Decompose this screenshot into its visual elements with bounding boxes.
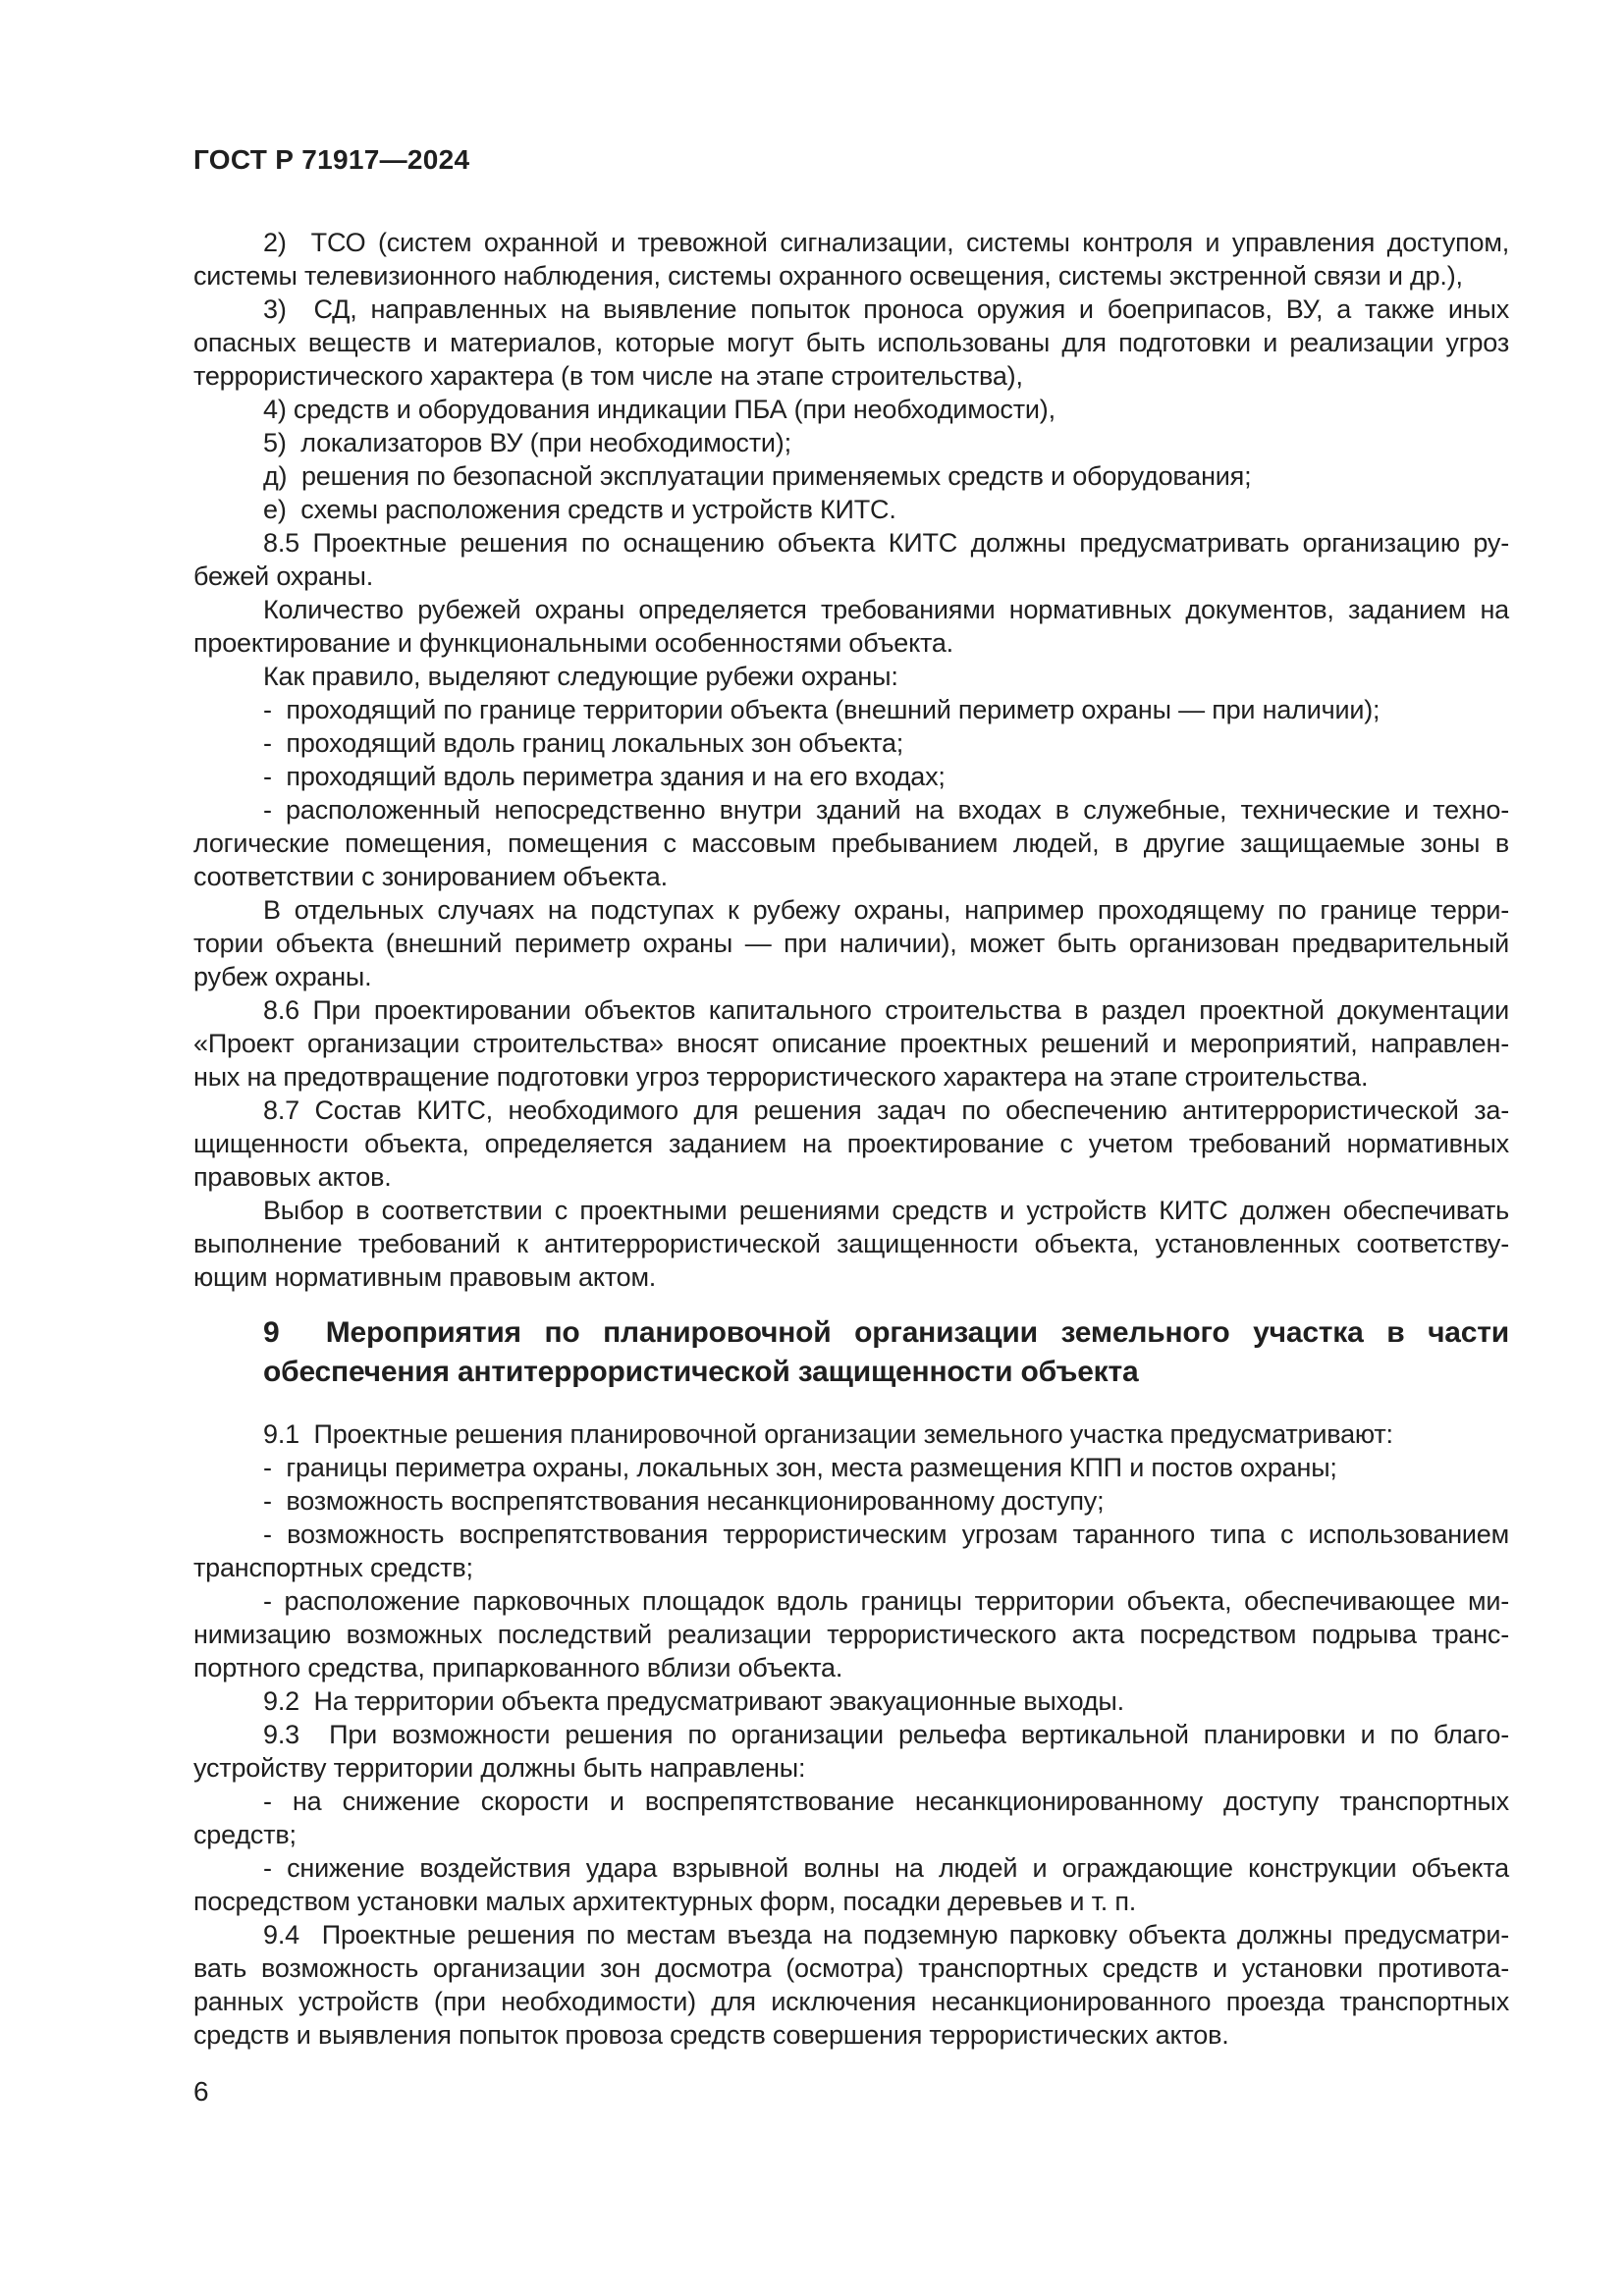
- text-line: Выбор в соответствии с проектными решениями средств и устройств КИТС должен обеспечивать: [263, 1196, 1509, 1225]
- page-number: 6: [193, 2076, 209, 2107]
- document-text: [193, 226, 1509, 2052]
- text-line: правовых актов.: [193, 1162, 392, 1192]
- paragraph: [193, 393, 1509, 426]
- text-line: террористического характера (в том числе на этапе строительства),: [193, 361, 1023, 391]
- text-line: проектирование и функциональными особенностями объекта.: [193, 628, 953, 658]
- paragraph: [193, 1684, 1509, 1718]
- paragraph: [193, 693, 1509, 726]
- text-line: - расположение парковочных площадок вдоль границы территории объекта, обеспечивающее ми-: [263, 1586, 1509, 1616]
- paragraph: [193, 1718, 1509, 1785]
- paragraph: [193, 1851, 1509, 1918]
- paragraph: [193, 459, 1509, 493]
- heading-line: 9 Мероприятия по планировочной организации земельного участка в части: [263, 1316, 1509, 1349]
- text-line: тории объекта (внешний периметр охраны — при наличии), может быть организован предварительный: [193, 929, 1509, 958]
- text-line: бежей охраны.: [193, 561, 373, 591]
- paragraph: [193, 793, 1509, 893]
- text-line: е) схемы расположения средств и устройств КИТС.: [263, 495, 896, 524]
- text-line: - возможность воспрепятствования террористическим угрозам таранного типа с использованием: [263, 1520, 1509, 1549]
- text-line: ных на предотвращение подготовки угроз террористического характера на этапе строительства.: [193, 1062, 1369, 1092]
- text-line: посредством установки малых архитектурных форм, посадки деревьев и т. п.: [193, 1887, 1137, 1916]
- text-line: 5) локализаторов ВУ (при необходимости);: [263, 428, 791, 457]
- paragraph: [193, 426, 1509, 459]
- paragraph: [193, 293, 1509, 393]
- paragraph: [193, 1194, 1509, 1294]
- text-line: вать возможность организации зон досмотра (осмотра) транспортных средств и установки противота-: [193, 1953, 1509, 1983]
- text-line: рубеж охраны.: [193, 962, 372, 991]
- paragraph: [193, 1094, 1509, 1194]
- paragraph: [193, 493, 1509, 526]
- text-line: - возможность воспрепятствования несанкционированному доступу;: [263, 1486, 1105, 1516]
- standard-designation: ГОСТ Р 71917—2024: [193, 144, 470, 175]
- text-line: 9.3 При возможности решения по организации рельефа вертикальной планировки и по благо-: [263, 1720, 1509, 1749]
- text-line: - границы периметра охраны, локальных зон, места размещения КПП и постов охраны;: [263, 1453, 1337, 1482]
- text-line: д) решения по безопасной эксплуатации применяемых средств и оборудования;: [263, 461, 1252, 491]
- text-line: 8.5 Проектные решения по оснащению объекта КИТС должны предусматривать организацию ру-: [263, 528, 1509, 558]
- text-line: - снижение воздействия удара взрывной волны на людей и ограждающие конструкции объекта: [263, 1853, 1509, 1883]
- paragraph: [193, 526, 1509, 593]
- text-line: портного средства, припаркованного вблизи объекта.: [193, 1653, 843, 1682]
- text-line: щищенности объекта, определяется заданием на проектирование с учетом требований нормативных: [193, 1129, 1509, 1158]
- text-line: нимизацию возможных последствий реализации террористического акта посредством подрыва транс-: [193, 1620, 1509, 1649]
- text-line: - проходящий вдоль границ локальных зон объекта;: [263, 728, 904, 758]
- text-line: 9.2 На территории объекта предусматривают эвакуационные выходы.: [263, 1686, 1124, 1716]
- paragraph: [193, 1451, 1509, 1484]
- text-line: - расположенный непосредственно внутри зданий на входах в служебные, технические и техно-: [263, 795, 1509, 825]
- text-line: 2) ТСО (систем охранной и тревожной сигнализации, системы контроля и управления доступом,: [263, 228, 1509, 257]
- text-line: соответствии с зонированием объекта.: [193, 862, 668, 891]
- text-line: 9.4 Проектные решения по местам въезда на подземную парковку объекта должны предусматри-: [263, 1920, 1509, 1949]
- section-heading: [263, 1313, 1509, 1392]
- text-line: транспортных средств;: [193, 1553, 473, 1582]
- text-line: - на снижение скорости и воспрепятствование несанкционированному доступу транспортных: [263, 1787, 1509, 1816]
- text-line: опасных веществ и материалов, которые могут быть использованы для подготовки и реализации угроз: [193, 328, 1509, 357]
- paragraph: [193, 760, 1509, 793]
- text-line: 9.1 Проектные решения планировочной организации земельного участка предусматривают:: [263, 1419, 1393, 1449]
- paragraph: [193, 1584, 1509, 1684]
- text-line: - проходящий по границе территории объекта (внешний периметр охраны — при наличии);: [263, 695, 1380, 724]
- paragraph: [193, 1918, 1509, 2052]
- paragraph: [193, 1417, 1509, 1451]
- text-line: 8.6 При проектировании объектов капитального строительства в раздел проектной документации: [263, 995, 1509, 1025]
- paragraph: [193, 726, 1509, 760]
- paragraph: [193, 893, 1509, 993]
- paragraph: [193, 226, 1509, 293]
- paragraph: [193, 1484, 1509, 1518]
- text-line: ранных устройств (при необходимости) для исключения несанкционированного проезда транспортных: [193, 1987, 1509, 2016]
- text-line: «Проект организации строительства» вносят описание проектных решений и мероприятий, направлен-: [193, 1029, 1509, 1058]
- text-line: 4) средств и оборудования индикации ПБА (при необходимости),: [263, 395, 1056, 424]
- text-line: логические помещения, помещения с массовым пребыванием людей, в другие защищаемые зоны в: [193, 828, 1509, 858]
- text-line: - проходящий вдоль периметра здания и на его входах;: [263, 762, 946, 791]
- text-line: 3) СД, направленных на выявление попыток проноса оружия и боеприпасов, ВУ, а также иных: [263, 294, 1509, 324]
- paragraph: [193, 593, 1509, 660]
- paragraph: [193, 660, 1509, 693]
- text-line: В отдельных случаях на подступах к рубежу охраны, например проходящему по границе терри-: [263, 895, 1509, 925]
- text-line: Как правило, выделяют следующие рубежи охраны:: [263, 662, 898, 691]
- text-line: ющим нормативным правовым актом.: [193, 1262, 657, 1292]
- text-line: системы телевизионного наблюдения, системы охранного освещения, системы экстренной связи и др.),: [193, 261, 1463, 291]
- heading-line: обеспечения антитеррористической защищенности объекта: [263, 1356, 1139, 1388]
- paragraph: [193, 993, 1509, 1094]
- text-line: устройству территории должны быть направлены:: [193, 1753, 806, 1783]
- paragraph: [193, 1785, 1509, 1851]
- text-line: Количество рубежей охраны определяется требованиями нормативных документов, заданием на: [263, 595, 1509, 624]
- paragraph: [193, 1518, 1509, 1584]
- text-line: средств;: [193, 1820, 297, 1849]
- text-line: средств и выявления попыток провоза средств совершения террористических актов.: [193, 2020, 1229, 2050]
- text-line: 8.7 Состав КИТС, необходимого для решения задач по обеспечению антитеррористической за-: [263, 1095, 1509, 1125]
- text-line: выполнение требований к антитеррористической защищенности объекта, установленных соответству-: [193, 1229, 1509, 1258]
